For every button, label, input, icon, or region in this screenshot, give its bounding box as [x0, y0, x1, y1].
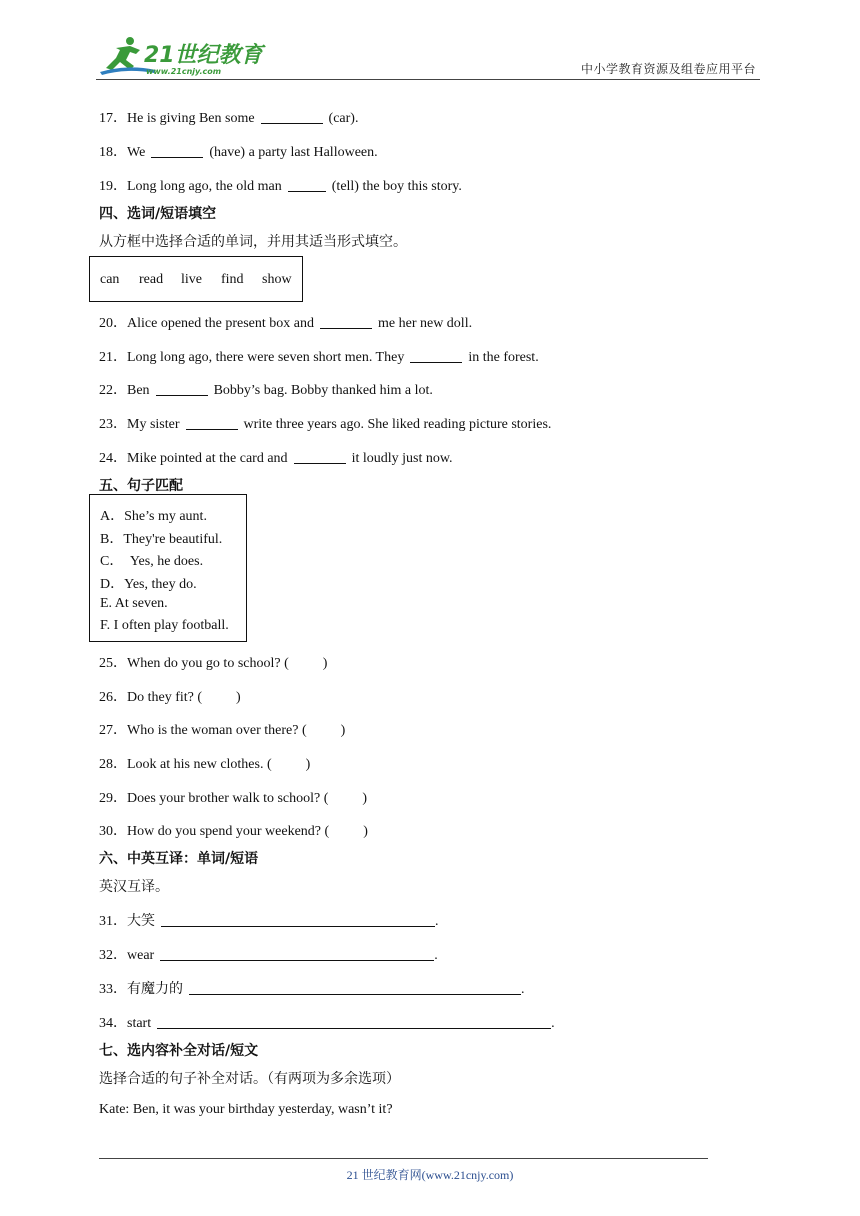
- answer-blank[interactable]: [261, 109, 323, 124]
- question-34: 34．start .: [99, 1016, 555, 1031]
- question-23: 23．My sister write three years ago. She liked reading picture stories.: [99, 417, 552, 432]
- dialogue-line: Kate: Ben, it was your birthday yesterday, wasn’t it?: [99, 1102, 393, 1117]
- answer-blank[interactable]: [156, 381, 208, 396]
- section-7-instruction: 选择合适的句子补全对话。（有两项为多余选项）: [99, 1071, 400, 1087]
- answer-line[interactable]: [160, 946, 434, 961]
- site-logo: [96, 34, 266, 78]
- question-26: 26．Do they fit? ( ): [99, 690, 241, 705]
- question-24: 24．Mike pointed at the card and it loudly just now.: [99, 451, 453, 466]
- question-18: 18．We (have) a party last Halloween.: [99, 145, 378, 160]
- word-option: live: [181, 272, 202, 287]
- word-option: can: [100, 272, 120, 287]
- question-25: 25．When do you go to school? ( ): [99, 656, 328, 671]
- section-7-title: 七、选内容补全对话/短文: [99, 1043, 259, 1059]
- question-30: 30．How do you spend your weekend? ( ): [99, 824, 368, 839]
- section-4-instruction: 从方框中选择合适的单词，并用其适当形式填空。: [99, 234, 407, 250]
- answer-line[interactable]: [189, 980, 521, 995]
- option-item: F. I often play football.: [100, 618, 229, 633]
- question-21: 21．Long long ago, there were seven short men. They in the forest.: [99, 350, 539, 365]
- option-item: A．She’s my aunt.: [100, 509, 207, 524]
- page-header: [96, 34, 760, 80]
- word-option: read: [139, 272, 164, 287]
- section-4-title: 四、选词/短语填空: [99, 206, 217, 222]
- section-6-title: 六、中英互译：单词/短语: [99, 851, 259, 867]
- question-20: 20．Alice opened the present box and me her new doll.: [99, 316, 473, 331]
- answer-blank[interactable]: [294, 449, 346, 464]
- answer-blank[interactable]: [410, 348, 462, 363]
- answer-blank[interactable]: [186, 415, 238, 430]
- question-27: 27．Who is the woman over there? ( ): [99, 723, 346, 738]
- answer-blank[interactable]: [151, 143, 203, 158]
- option-item: E. At seven.: [100, 596, 168, 611]
- answer-line[interactable]: [161, 912, 435, 927]
- header-right-text: 中小学教育资源及组卷应用平台: [580, 62, 756, 76]
- section-6-instruction: 英汉互译。: [99, 879, 169, 895]
- question-33: 33．有魔力的 .: [99, 981, 525, 997]
- option-item: B．They're beautiful.: [100, 532, 223, 547]
- word-option: show: [262, 272, 292, 287]
- answer-blank[interactable]: [320, 314, 372, 329]
- section-5-title: 五、句子匹配: [99, 478, 183, 494]
- header-rule: [96, 79, 760, 80]
- answer-line[interactable]: [157, 1014, 551, 1029]
- question-31: 31．大笑 .: [99, 913, 439, 929]
- question-19: 19．Long long ago, the old man (tell) the boy this story.: [99, 179, 462, 194]
- question-29: 29．Does your brother walk to school? ( ): [99, 791, 368, 806]
- footer-text[interactable]: 21 世纪教育网(www.21cnjy.com): [346, 1168, 514, 1182]
- footer-rule: [99, 1158, 708, 1159]
- question-28: 28．Look at his new clothes. ( ): [99, 757, 311, 772]
- option-item: C． Yes, he does.: [100, 554, 204, 569]
- logo-url: www.21cnjy.com: [146, 67, 222, 76]
- question-17: 17．He is giving Ben some (car).: [99, 111, 359, 126]
- option-item: D．Yes, they do.: [100, 577, 197, 592]
- answer-blank[interactable]: [288, 177, 326, 192]
- options-box: [89, 494, 247, 642]
- question-32: 32．wear .: [99, 948, 438, 963]
- word-option: find: [221, 272, 244, 287]
- word-box: [89, 256, 303, 302]
- question-22: 22．Ben Bobby’s bag. Bobby thanked him a lot.: [99, 383, 433, 398]
- logo-text: 21世纪教育: [144, 43, 263, 68]
